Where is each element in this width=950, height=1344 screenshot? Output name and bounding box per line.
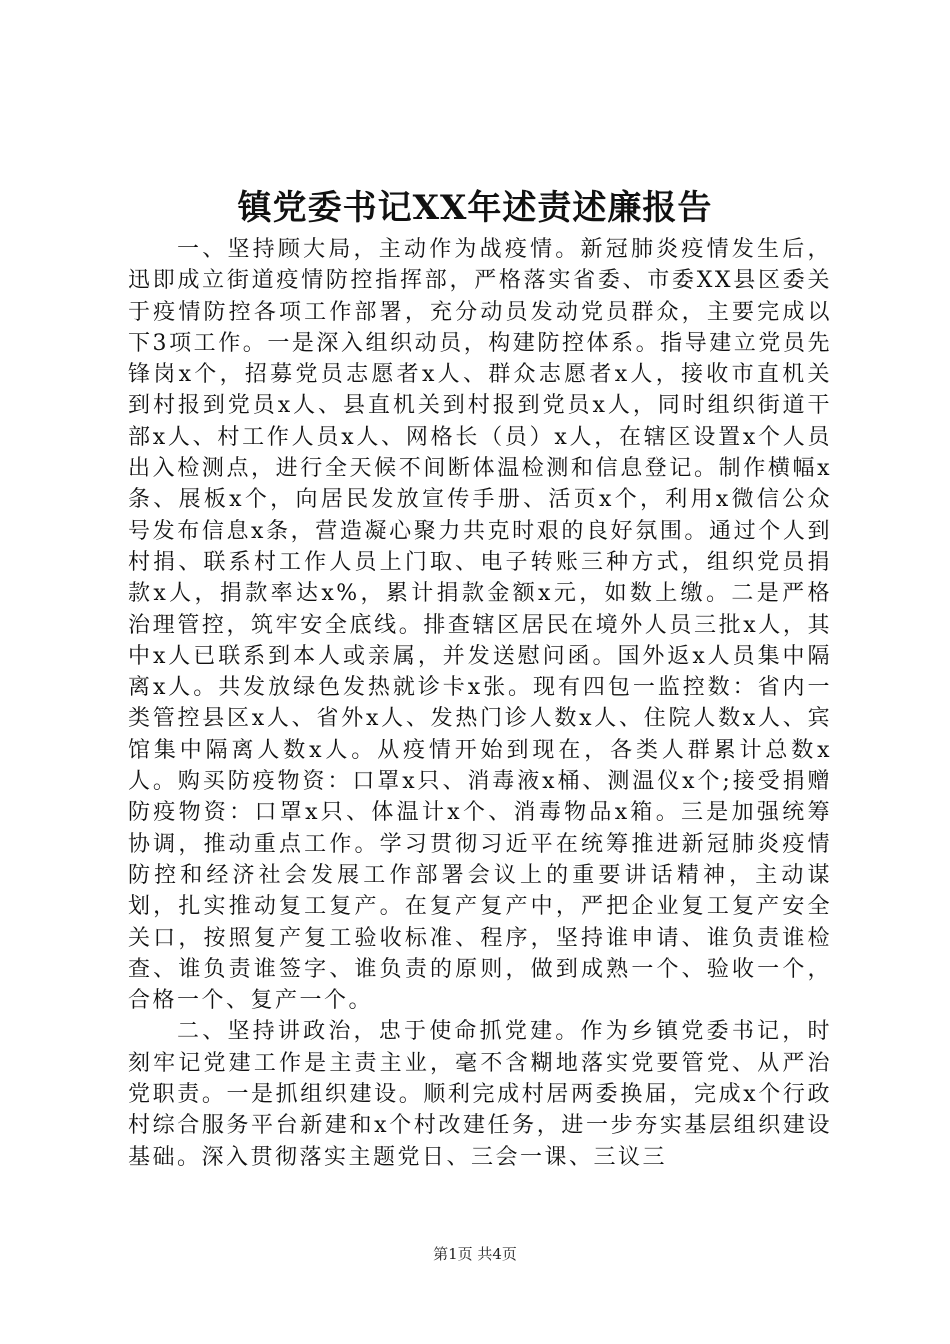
- paragraph-2: 二、坚持讲政治，忠于使命抓党建。作为乡镇党委书记，时刻牢记党建工作是主责主业，毫不含糊地落实党要管党、从严治党职责。一是抓组织建设。顺利完成村居两委换届，完成x个行政村综合服务平台新建和x个村改建任务，进一步夯实基层组织建设基础。深入贯彻落实主题党日、三会一课、三议三: [128, 1019, 832, 1170]
- paragraph-1: 一、坚持顾大局，主动作为战疫情。新冠肺炎疫情发生后，迅即成立街道疫情防控指挥部，严格落实省委、市委XX县区委关于疫情防控各项工作部署，充分动员发动党员群众，主要完成以下3项工作。一是深入组织动员，构建防控体系。指导建立党员先锋岗x个，招募党员志愿者x人、群众志愿者x人，接收市直机关到村报到党员x人、县直机关到村报到党员x人，同时组织街道干部x人、村工作人员x人、网格长（员）x人，在辖区设置x个人员出入检测点，进行全天候不间断体温检测和信息登记。制作横幅x条、展板x个，向居民发放宣传手册、活页x个，利用x微信公众号发布信息x条，营造凝心聚力共克时艰的良好氛围。通过个人到村捐、联系村工作人员上门取、电子转账三种方式，组织党员捐款x人，捐款率达x%，累计捐款金额x元，如数上缴。二是严格治理管控，筑牢安全底线。排查辖区居民在境外人员三批x人，其中x人已联系到本人或亲属，并发送慰问函。国外返x人员集中隔离x人。共发放绿色发热就诊卡x张。现有四包一监控数：省内一类管控县区x人、省外x人、发热门诊人数x人、住院人数x人、宾馆集中隔离人数x人。从疫情开始到现在，各类人群累计总数x人。购买防疫物资：口罩x只、消毒液x桶、测温仪x个;接受捐赠防疫物资：口罩x只、体温计x个、消毒物品x箱。三是加强统筹协调，推动重点工作。学习贯彻习近平在统筹推进新冠肺炎疫情防控和经济社会发展工作部署会议上的重要讲话精神，主动谋划，扎实推动复工复产。在复产复产中，严把企业复工复产安全关口，按照复产复工验收标准、程序，坚持谁申请、谁负责谁检查、谁负责谁签字、谁负责的原则，做到成熟一个、验收一个，合格一个、复产一个。: [128, 237, 832, 1014]
- document-title: 镇党委书记XX年述责述廉报告: [237, 188, 713, 228]
- document-body: [128, 234, 832, 1173]
- page-footer: 第1页 共4页: [433, 1245, 517, 1263]
